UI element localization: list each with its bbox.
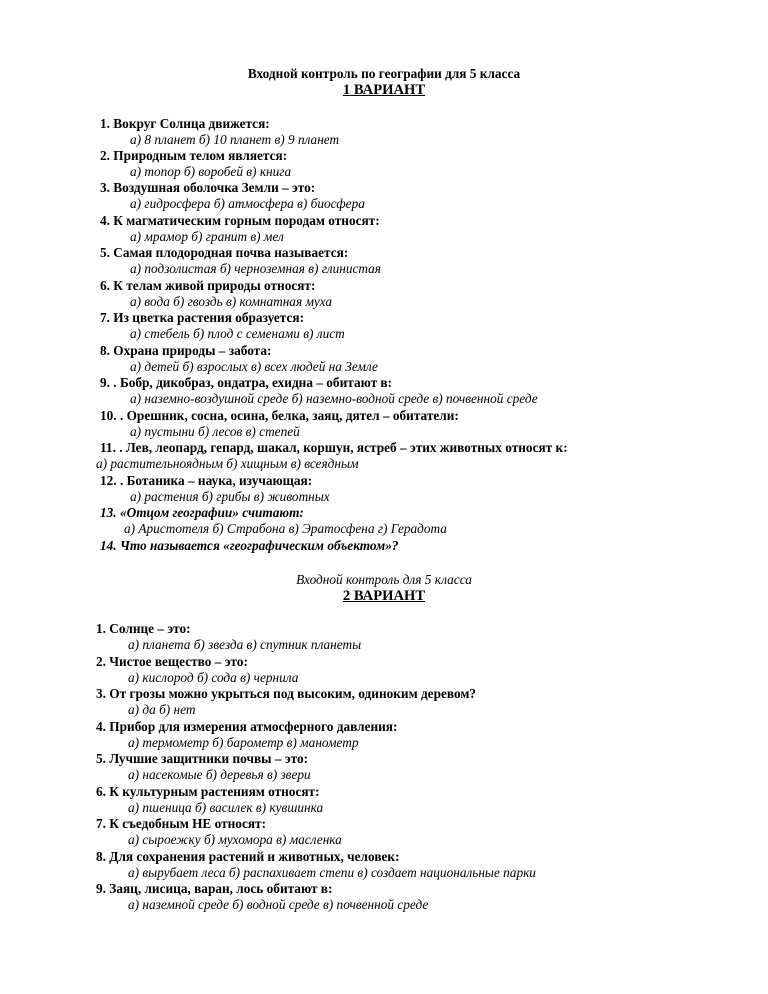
v1-a6: а) вода б) гвоздь в) комнатная муха	[130, 294, 333, 309]
v1-a8: а) детей б) взрослых в) всех людей на Земле	[130, 359, 378, 374]
v1-a10: а) пустыни б) лесов в) степей	[130, 424, 300, 439]
v2-q2: 2. Чистое вещество – это:	[96, 654, 248, 669]
v1-a9: а) наземно-воздушной среде б) наземно-водной среде в) почвенной среде	[130, 391, 538, 406]
v2-a2: а) кислород б) сода в) чернила	[128, 670, 299, 685]
variant1-heading: 1 ВАРИАНТ	[342, 82, 426, 98]
v1-a13: а) Аристотеля б) Страбона в) Эратосфена г) Герадота	[124, 521, 447, 536]
v1-q14: 14. Что называется «географическим объектом»?	[100, 538, 399, 553]
v1-q10: 10. . Орешник, сосна, осина, белка, заяц, дятел – обитатели:	[100, 408, 459, 423]
v2-q1: 1. Солнце – это:	[96, 621, 191, 636]
v2-q4: 4. Прибор для измерения атмосферного давления:	[96, 719, 398, 734]
v1-q2: 2. Природным телом является:	[100, 148, 288, 163]
v1-a4: а) мрамор б) гранит в) мел	[130, 229, 284, 244]
v1-a1: а) 8 планет б) 10 планет в) 9 планет	[130, 132, 340, 147]
v2-a5: а) насекомые б) деревья в) звери	[128, 767, 311, 782]
v2-q3: 3. От грозы можно укрыться под высоким, одиноким деревом?	[96, 686, 477, 701]
v2-a6: а) пшеница б) василек в) кувшинка	[128, 800, 324, 815]
v1-a7: а) стебель б) плод с семенами в) лист	[130, 326, 345, 341]
v1-q4: 4. К магматическим горным породам относят:	[100, 213, 380, 228]
v1-q11: 11. . Лев, леопард, гепард, шакал, коршун, ястреб – этих животных относят к:	[100, 440, 568, 455]
v2-a1: а) планета б) звезда в) спутник планеты	[128, 637, 362, 652]
variant2-heading: 2 ВАРИАНТ	[342, 588, 426, 604]
v1-q7: 7. Из цветка растения образуется:	[100, 310, 304, 325]
v2-a3: а) да б) нет	[128, 702, 196, 717]
v1-q5: 5. Самая плодородная почва называется:	[100, 245, 349, 260]
v2-q8: 8. Для сохранения растений и животных, человек:	[96, 849, 400, 864]
variant2-title: Входной контроль для 5 класса	[296, 572, 472, 587]
v2-q6: 6. К культурным растениям относят:	[96, 784, 320, 799]
v1-a5: а) подзолистая б) черноземная в) глинистая	[130, 261, 381, 276]
v1-q13: 13. «Отцом географии» считают:	[100, 505, 304, 520]
v1-a11: а) растительноядным б) хищным в) всеядным	[96, 456, 359, 471]
v1-q3: 3. Воздушная оболочка Земли – это:	[100, 180, 316, 195]
v2-a7: а) сыроежку б) мухомора в) масленка	[128, 832, 342, 847]
v1-q8: 8. Охрана природы – забота:	[100, 343, 272, 358]
v1-q9: 9. . Бобр, дикобраз, ондатра, ехидна – обитают в:	[100, 375, 393, 390]
v2-q9: 9. Заяц, лисица, варан, лось обитают в:	[96, 881, 333, 896]
v2-a8: а) вырубает леса б) распахивает степи в) создает национальные парки	[128, 865, 536, 880]
v2-q5: 5. Лучшие защитники почвы – это:	[96, 751, 309, 766]
v2-a9: а) наземной среде б) водной среде в) почвенной среде	[128, 897, 429, 912]
v1-a2: а) топор б) воробей в) книга	[130, 164, 292, 179]
v1-a12: а) растения б) грибы в) животных	[130, 489, 330, 504]
v1-q12: 12. . Ботаника – наука, изучающая:	[100, 473, 313, 488]
variant1-title: Входной контроль по географии для 5 класса	[247, 66, 521, 81]
v2-q7: 7. К съедобным НЕ относят:	[96, 816, 266, 831]
v1-q6: 6. К телам живой природы относят:	[100, 278, 316, 293]
v2-a4: а) термометр б) барометр в) манометр	[128, 735, 359, 750]
v1-a3: а) гидросфера б) атмосфера в) биосфера	[130, 196, 365, 211]
v1-q1: 1. Вокруг Солнца движется:	[100, 116, 270, 131]
